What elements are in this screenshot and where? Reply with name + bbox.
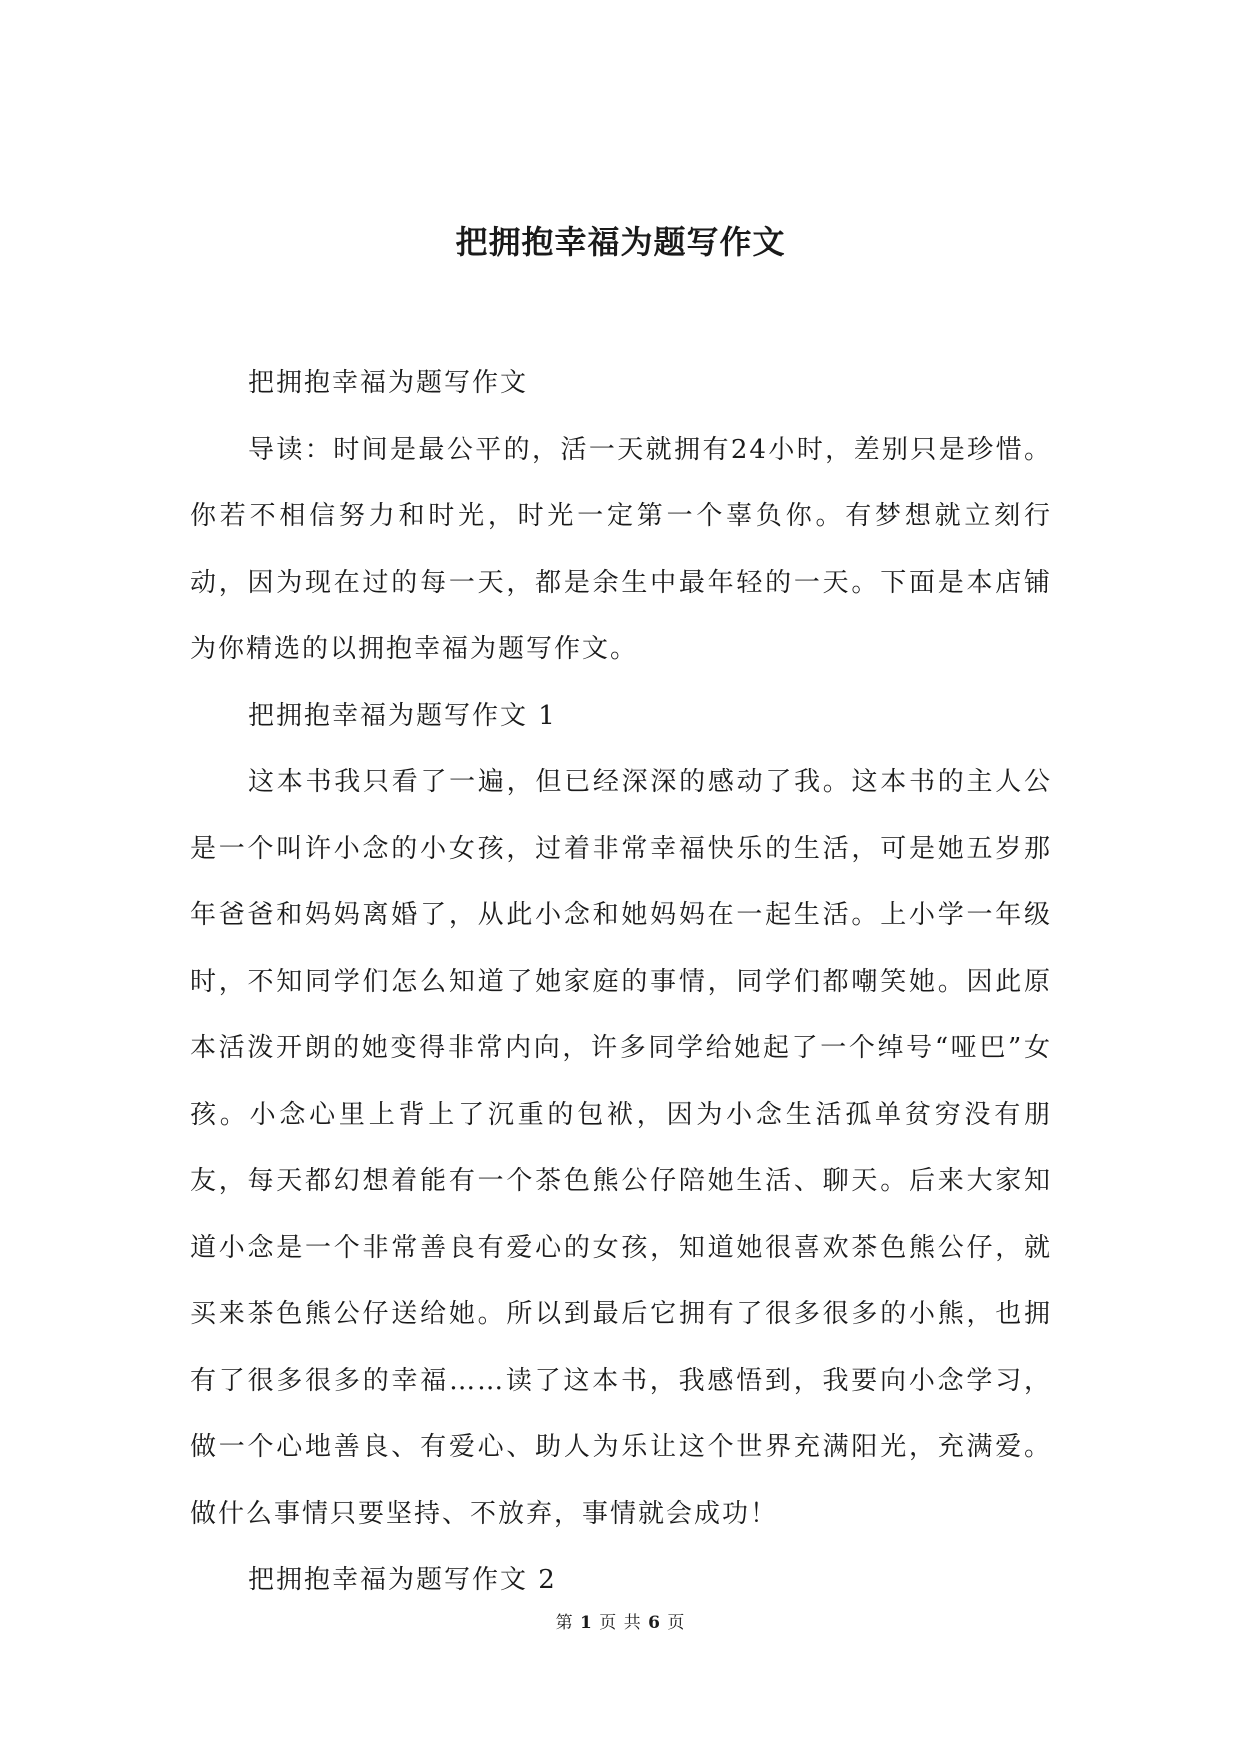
intro-paragraph: 导读：时间是最公平的，活一天就拥有24小时，差别只是珍惜。你若不相信努力和时光，时光一定第一个辜负你。有梦想就立刻行动，因为现在过的每一天，都是余生中最年轻的一天。下面是本店铺为你精选的以拥抱幸福为题写作文。 xyxy=(190,434,1052,664)
essay-1-paragraph: 这本书我只看了一遍，但已经深深的感动了我。这本书的主人公是一个叫许小念的小女孩，过着非常幸福快乐的生活，可是她五岁那年爸爸和妈妈离婚了，从此小念和她妈妈在一起生活。上小学一年级时，不知同学们怎么知道了她家庭的事情，同学们都嘲笑她。因此原本活泼开朗的她变得非常内向，许多同学给她起了一个绰号“哑巴”女孩。小念心里上背上了沉重的包袱，因为小念生活孤单贫穷没有朋友，每天都幻想着能有一个茶色熊公仔陪她生活、聊天。后来大家知道小念是一个非常善良有爱心的女孩，知道她很喜欢茶色熊公仔，就买来茶色熊公仔送给她。所以到最后它拥有了很多很多的小熊，也拥有了很多很多的幸福……读了这本书，我感悟到，我要向小念学习，做一个心地善良、有爱心、助人为乐让这个世界充满阳光，充满爱。做什么事情只要坚持、不放弃，事情就会成功！ xyxy=(190,767,1052,1529)
document-title: 把拥抱幸福为题写作文 xyxy=(455,223,786,261)
footer-suffix: 页 xyxy=(667,1613,686,1633)
current-page-number: 1 xyxy=(580,1613,593,1633)
footer-middle: 页 共 xyxy=(599,1613,642,1633)
total-pages-number: 6 xyxy=(648,1613,661,1633)
footer-prefix: 第 xyxy=(555,1613,574,1633)
essay-heading: 把拥抱幸福为题写作文 xyxy=(248,368,529,398)
page-number-footer xyxy=(0,1608,1241,1633)
section-heading-1: 把拥抱幸福为题写作文 1 xyxy=(248,700,557,731)
document-body xyxy=(190,350,1052,1614)
section-heading-2: 把拥抱幸福为题写作文 2 xyxy=(248,1565,557,1595)
